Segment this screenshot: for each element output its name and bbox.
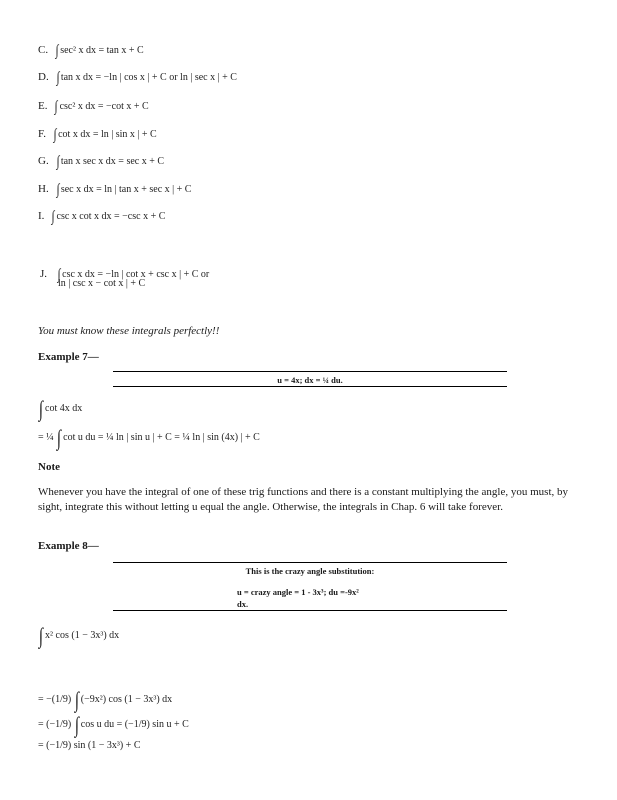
formula-text: tan x dx = −ln | cos x | + C or ln | sec x | + C: [60, 72, 237, 83]
formula-text: csc x cot x dx = −csc x + C: [56, 211, 166, 222]
example8-sub-line2: dx.: [237, 599, 249, 609]
example8-step2: [38, 714, 189, 736]
integral-sign-icon: ∫: [57, 267, 61, 283]
formula-label: D.: [38, 71, 49, 83]
formula-text: tan x sec x dx = sec x + C: [60, 156, 165, 167]
note-heading: Note: [38, 461, 60, 473]
example8-rule-top: [113, 562, 507, 563]
formula-j-line2: ln | csc x − cot x | + C: [58, 278, 146, 289]
example8-step1: [38, 689, 172, 711]
integral-sign-icon: ∫: [56, 70, 60, 86]
formula-row: [38, 40, 144, 59]
formula-expression: [51, 209, 166, 225]
formula-row: [38, 96, 149, 115]
formula-label: C.: [38, 44, 49, 56]
formula-label: H.: [38, 183, 49, 195]
example8-step1-prefix: = −(1/9): [38, 694, 72, 705]
must-know-note: You must know these integrals perfectly!!: [38, 325, 220, 337]
formula-label: I.: [38, 210, 45, 222]
formula-label: E.: [38, 100, 48, 112]
example8-integral: [38, 625, 119, 647]
formula-label: J.: [40, 268, 48, 280]
integral-sign-icon: ∫: [74, 687, 79, 712]
example8-sub-title: This is the crazy angle substitution:: [245, 566, 375, 576]
integral-sign-icon: ∫: [38, 396, 44, 421]
formula-row: [38, 151, 164, 170]
example8-step3: = (−1/9) sin (1 − 3x³) + C: [38, 740, 141, 751]
integral-sign-icon: ∫: [55, 43, 59, 59]
formula-expression: [53, 127, 157, 143]
integral-sign-icon: ∫: [38, 623, 44, 648]
formula-label: F.: [38, 128, 46, 140]
example8-step2-body: cos u du = (−1/9) sin u + C: [80, 719, 189, 730]
example7-result-prefix: = ¼: [38, 432, 54, 443]
formula-text: sec x dx = ln | tan x + sec x | + C: [60, 184, 192, 195]
formula-expression: [55, 43, 144, 59]
formula-j-line1: csc x dx = −ln | cot x + csc x | + C or: [62, 269, 210, 280]
formula-expression: [54, 99, 149, 115]
example7-result: [38, 427, 260, 449]
formula-row: [38, 206, 165, 225]
example7-integral: [38, 398, 82, 420]
integral-sign-icon: ∫: [53, 127, 57, 143]
example8-step1-body: (−9x²) cos (1 − 3x³) dx: [80, 694, 173, 705]
formula-expression: [56, 154, 165, 170]
example8-step2-prefix: = (−1/9): [38, 719, 72, 730]
formula-text: sec² x dx = tan x + C: [60, 45, 144, 56]
example7-substitution: u = 4x; dx = ¼ du.: [277, 375, 343, 385]
formula-row: [38, 124, 157, 143]
formula-row: [38, 179, 191, 198]
note-paragraph: Whenever you have the integral of one of these trig functions and there is a constant multiplying the angle, you must, by sight, integrate this without letting u equal the angle. Otherwise, the integrals in Chap. 6 will take forever.: [38, 486, 568, 513]
formula-text: csc² x dx = −cot x + C: [59, 101, 149, 112]
formula-expression: [56, 182, 192, 198]
formula-row: [38, 67, 237, 86]
formula-text: cot x dx = ln | sin x | + C: [58, 129, 157, 140]
formula-expression: [56, 70, 237, 86]
integral-sign-icon: ∫: [56, 182, 60, 198]
example7-rule-top: [113, 371, 507, 372]
formula-label: G.: [38, 155, 49, 167]
example7-heading: Example 7—: [38, 351, 99, 363]
integral-sign-icon: ∫: [56, 154, 60, 170]
example8-heading: Example 8—: [38, 540, 99, 552]
integral-sign-icon: ∫: [74, 712, 79, 737]
example8-rule-bottom: [113, 610, 507, 611]
example8-sub-line1: u = crazy angle = 1 - 3x³; du =-9x²: [237, 587, 359, 597]
example7-result-body: cot u du = ¼ ln | sin u | + C = ¼ ln | sin (4x) | + C: [63, 432, 260, 443]
integral-sign-icon: ∫: [51, 209, 56, 225]
integral-sign-icon: ∫: [57, 425, 62, 450]
integral-sign-icon: ∫: [54, 99, 59, 115]
example8-integral-text: x² cos (1 − 3x³) dx: [45, 630, 120, 641]
example7-integral-text: cot 4x dx: [45, 403, 83, 414]
example7-rule-bottom: [113, 386, 507, 387]
